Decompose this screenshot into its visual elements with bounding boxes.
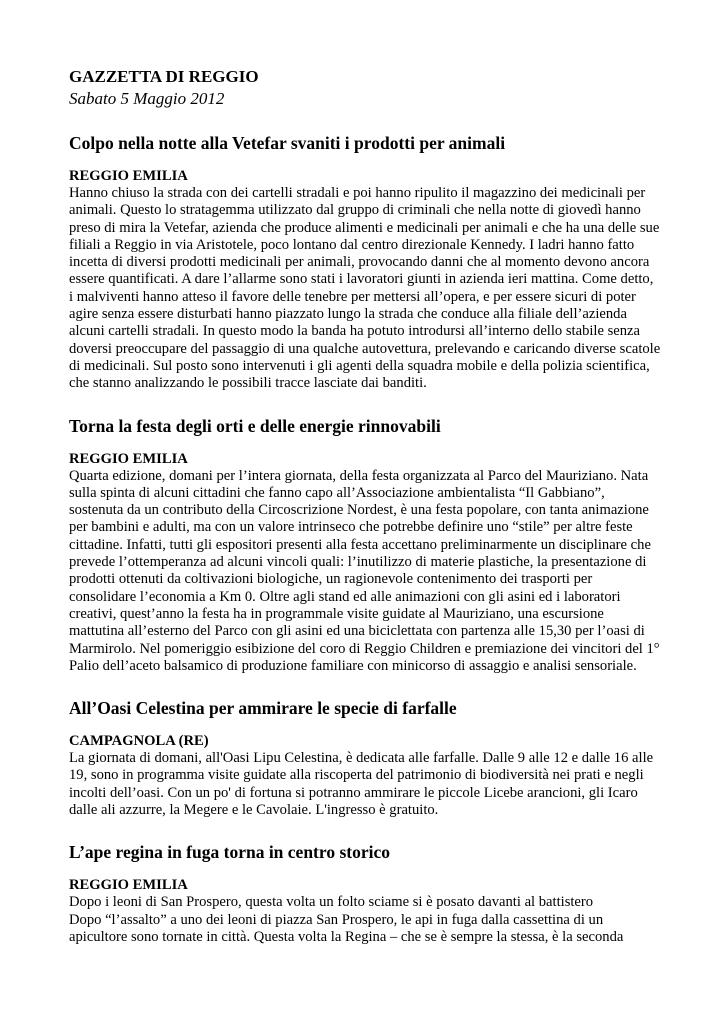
issue-date: Sabato 5 Maggio 2012 — [69, 89, 225, 108]
article-headline: Torna la festa degli orti e delle energie rinnovabili — [69, 415, 441, 436]
article-body: Dopo “l’assalto” a uno dei leoni di piazza San Prospero, le api in fuga dalla cassettina di un apicultore sono tornate in città. Questa volta la Regina – che se è sempre la stessa, è la seconda — [69, 911, 624, 945]
article-headline: All’Oasi Celestina per ammirare le specie di farfalle — [69, 698, 457, 719]
article-subheading: Dopo i leoni di San Prospero, questa volta un folto sciame si è posato davanti al battistero — [69, 894, 594, 911]
article-headline: L’ape regina in fuga torna in centro storico — [69, 842, 390, 863]
article-dateline: CAMPAGNOLA (RE) — [69, 733, 209, 750]
newspaper-page — [69, 66, 661, 968]
article-ape-regina — [69, 841, 661, 946]
article-dateline: REGGIO EMILIA — [69, 877, 188, 894]
article-oasi-celestina — [69, 697, 661, 819]
article-dateline: REGGIO EMILIA — [69, 168, 188, 184]
article-vetefar — [69, 132, 661, 393]
article-dateline: REGGIO EMILIA — [69, 450, 188, 467]
article-headline: Colpo nella notte alla Vetefar svaniti i prodotti per animali — [69, 133, 506, 153]
article-body: Quarta edizione, domani per l’intera giornata, della festa organizzata al Parco del Mauriziano. Nata sulla spinta di alcuni cittadini che fanno capo all’Associazione ambientalista “Il Gabbiano”, sostenuta da un contributo della Circoscrizione Nordest, è una festa popolare, con tanta animazione per bambini e adulti, ma con un valore intrinseco che potrebbe definire uno “stile” per altre feste cittadine. Infatti, tutti gli espositori presenti alla festa accettano preliminarmente un disciplinare che prevede l’ottemperanza ad alcuni vincoli quali: l’inutilizzo di materie plastiche, la presentazione di prodotti ottenuti da coltivazioni biologiche, un ragionevole contenimento dei trasporti per consolidare l’economia a Km 0. Oltre agli stand ed alle animazioni con gli asini ed i laboratori creativi, quest’anno la festa ha in programmale visite guidate al Mauriziano, una escursione mattutina all’esterno del Parco con gli asini ed una biciclettata con partenza alle 15,30 per l’oasi di Marmirolo. Nel pomeriggio esibizione del coro di Reggio Children e premiazione dei vincitori del 1° Palio dell’aceto balsamico di produzione familiare con minicorso di assaggio e analisi sensoriale. — [69, 467, 660, 674]
masthead — [69, 66, 661, 110]
article-body: La giornata di domani, all'Oasi Lipu Celestina, è dedicata alle farfalle. Dalle 9 alle 12 e dalle 16 alle 19, sono in programma visite guidate alla riscoperta del patrimonio di biodiversità nei prati e negli incolti dell’oasi. Con un po' di fortuna si potranno ammirare le piccole Licebe arancioni, gli Icaro dalle ali azzurre, la Megere e le Cavolaie. L'ingresso è gratuito. — [69, 750, 654, 819]
article-body: Hanno chiuso la strada con dei cartelli stradali e poi hanno ripulito il magazzino dei medicinali per animali. Questo lo stratagemma utilizzato dal gruppo di criminali che nella notte di giovedì hanno preso di mira la Vetefar, azienda che produce alimenti e medicinali per animali e che ha una delle sue filiali a Reggio in via Aristotele, poco lontano dal centro direzionale Kennedy. I ladri hanno fatto incetta di diversi prodotti medicinali per animali, provocando danni che al momento devono ancora essere quantificati. A dare l’allarme sono stati i lavoratori giunti in azienda ieri mattina. Come detto, i malviventi hanno atteso il favore delle tenebre per mettersi all’opera, e per essere sicuri di poter agire senza essere disturbati hanno piazzato lungo la strada che conduce alla filiale dell’azienda alcuni cartelli stradali. In questo modo la banda ha potuto introdursi all’interno dello stabile senza doversi preoccupare del passaggio di una qualche autovettura, prelevando e caricando diverse scatole di medicinali. Sul posto sono intervenuti i gli agenti della squadra mobile e della polizia scientifica, che stanno analizzando le possibili tracce lasciate dai banditi. — [69, 185, 661, 392]
article-festa-orti — [69, 415, 661, 676]
newspaper-title: GAZZETTA DI REGGIO — [69, 67, 259, 86]
